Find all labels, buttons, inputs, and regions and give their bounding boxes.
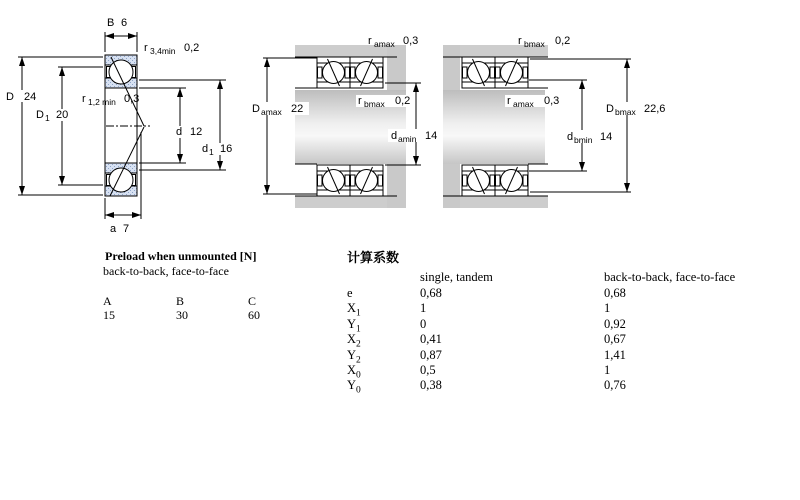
factor-value-paired: 1,41 <box>604 347 626 362</box>
preload-table <box>103 244 333 334</box>
dim-label-a <box>110 223 129 235</box>
table-row <box>345 378 790 396</box>
dim-value: 12 <box>190 126 203 138</box>
bearing-pair-bottom <box>462 165 528 196</box>
cage-section <box>378 175 383 186</box>
bearing-pair-top <box>317 57 383 88</box>
dim-sym: D <box>252 103 260 115</box>
ball <box>109 168 133 192</box>
dim-sym: r <box>507 95 511 107</box>
dim-value: 20 <box>56 109 69 121</box>
cage-section <box>523 175 528 186</box>
dim-sym: r <box>368 35 372 47</box>
dim-sym: D <box>6 91 14 103</box>
factor-value-single: 0,87 <box>420 347 442 362</box>
factor-value-paired: 0,76 <box>604 378 626 393</box>
cage-section <box>318 67 323 78</box>
paired-mounting-shaft-diagram <box>249 35 441 208</box>
factor-value-paired: 0,67 <box>604 332 626 347</box>
cage-section <box>496 67 501 78</box>
dim-sub: amax <box>261 107 282 117</box>
ball <box>109 60 133 84</box>
dim-label-ramax <box>368 35 418 49</box>
technical-drawing <box>0 0 800 245</box>
dim-value: 0,3 <box>544 95 560 107</box>
cage-section <box>463 67 468 78</box>
dim-sub: bmax <box>524 39 545 49</box>
dim-sym: d <box>391 130 398 142</box>
factor-symbol: e <box>347 286 353 300</box>
table-row <box>345 332 790 350</box>
dim-value: 24 <box>24 91 37 103</box>
factor-value-single: 1 <box>420 301 427 316</box>
dim-sym: B <box>107 17 115 29</box>
dim-value: 22 <box>291 103 304 115</box>
table-row <box>345 316 790 335</box>
bearing-pair-top <box>462 57 528 88</box>
cage-section <box>345 175 350 186</box>
factors-col-header-paired: back-to-back, face-to-face <box>604 270 736 284</box>
dim-value: 6 <box>121 17 128 29</box>
cage-section <box>378 67 383 78</box>
dim-sym: r <box>82 93 86 105</box>
cage-section <box>490 175 495 186</box>
bearing-pair-bottom <box>317 165 383 196</box>
factors-rows <box>345 286 790 394</box>
factor-value-single: 0,38 <box>420 378 442 393</box>
dim-label-rbmax <box>518 35 570 49</box>
preload-value: 30 <box>176 308 188 322</box>
housing-shoulder <box>295 196 397 208</box>
dim-sub: 1 <box>45 113 50 123</box>
dim-sub: bmax <box>364 99 385 109</box>
dim-sym: r <box>518 35 522 47</box>
preload-title: Preload when unmounted [N] <box>105 249 257 263</box>
factor-value-paired: 0,68 <box>604 286 626 300</box>
preload-col-header: B <box>176 294 185 308</box>
dim-sub: amax <box>374 39 395 49</box>
dim-value: 14 <box>600 131 613 143</box>
factor-value-paired: 1 <box>604 301 611 316</box>
factor-symbol: $Y_0$ <box>347 378 361 396</box>
dim-sym: D <box>36 109 44 121</box>
cage-section <box>351 67 356 78</box>
dim-value: 22,6 <box>644 103 666 115</box>
dim-value: 7 <box>123 223 130 235</box>
dim-label-r34min <box>144 42 199 56</box>
factor-value-single: 0,41 <box>420 332 442 347</box>
preload-col-header: A <box>103 294 112 308</box>
dim-label-B <box>107 17 127 29</box>
preload-value: 15 <box>103 308 115 322</box>
factor-symbol: $X_1$ <box>347 301 361 319</box>
preload-value: 60 <box>248 308 260 322</box>
preload-subtitle: back-to-back, face-to-face <box>103 264 229 278</box>
cage-section <box>496 175 501 186</box>
factor-symbol: $Y_1$ <box>347 316 361 335</box>
factor-value-single: 0,68 <box>420 286 442 300</box>
cage-section <box>318 175 323 186</box>
cage-section <box>490 67 495 78</box>
table-row <box>345 347 790 366</box>
dim-sub: amax <box>513 99 534 109</box>
dim-sym: d <box>176 126 183 138</box>
dim-sub: 1,2 min <box>88 97 116 107</box>
factor-value-paired: 1 <box>604 362 611 377</box>
table-row <box>345 286 790 301</box>
dim-sym: r <box>144 42 148 54</box>
single-bearing-diagram <box>3 17 236 235</box>
factor-symbol: $X_2$ <box>347 332 361 350</box>
dim-sym: a <box>110 223 117 235</box>
dim-sym: D <box>606 103 614 115</box>
dim-value: 0,3 <box>124 93 140 105</box>
cage-section <box>523 67 528 78</box>
factor-symbol: $X_0$ <box>347 362 361 381</box>
dim-sym: d <box>202 143 209 155</box>
dim-value: 16 <box>220 143 233 155</box>
dim-value: 0,3 <box>403 35 419 47</box>
dim-sym: d <box>567 131 574 143</box>
table-row <box>345 301 790 319</box>
factors-title: 计算系数 <box>347 251 400 266</box>
factor-value-single: 0 <box>420 316 427 331</box>
factor-value-paired: 0,92 <box>604 316 626 331</box>
calculation-factors-table <box>345 243 790 403</box>
dim-value: 0,2 <box>395 95 411 107</box>
dim-value: 0,2 <box>184 42 200 54</box>
factor-symbol: $Y_2$ <box>347 347 361 366</box>
dim-sub: 3,4min <box>150 46 176 56</box>
dim-sub: bmin <box>574 135 593 145</box>
factor-value-single: 0,5 <box>420 362 436 377</box>
cage-section <box>351 175 356 186</box>
dim-value: 0,2 <box>555 35 571 47</box>
dim-sub: amin <box>398 134 417 144</box>
factors-col-header-single: single, tandem <box>420 270 493 284</box>
preload-col-header: C <box>248 294 257 308</box>
dim-sub: 1 <box>209 147 214 157</box>
paired-mounting-housing-diagram <box>443 35 667 208</box>
dim-sym: r <box>358 95 362 107</box>
dim-sub: bmax <box>615 107 636 117</box>
cage-section <box>345 67 350 78</box>
dim-value: 14 <box>425 130 438 142</box>
dim-label-d <box>176 126 202 138</box>
table-row <box>345 362 790 381</box>
cage-section <box>463 175 468 186</box>
